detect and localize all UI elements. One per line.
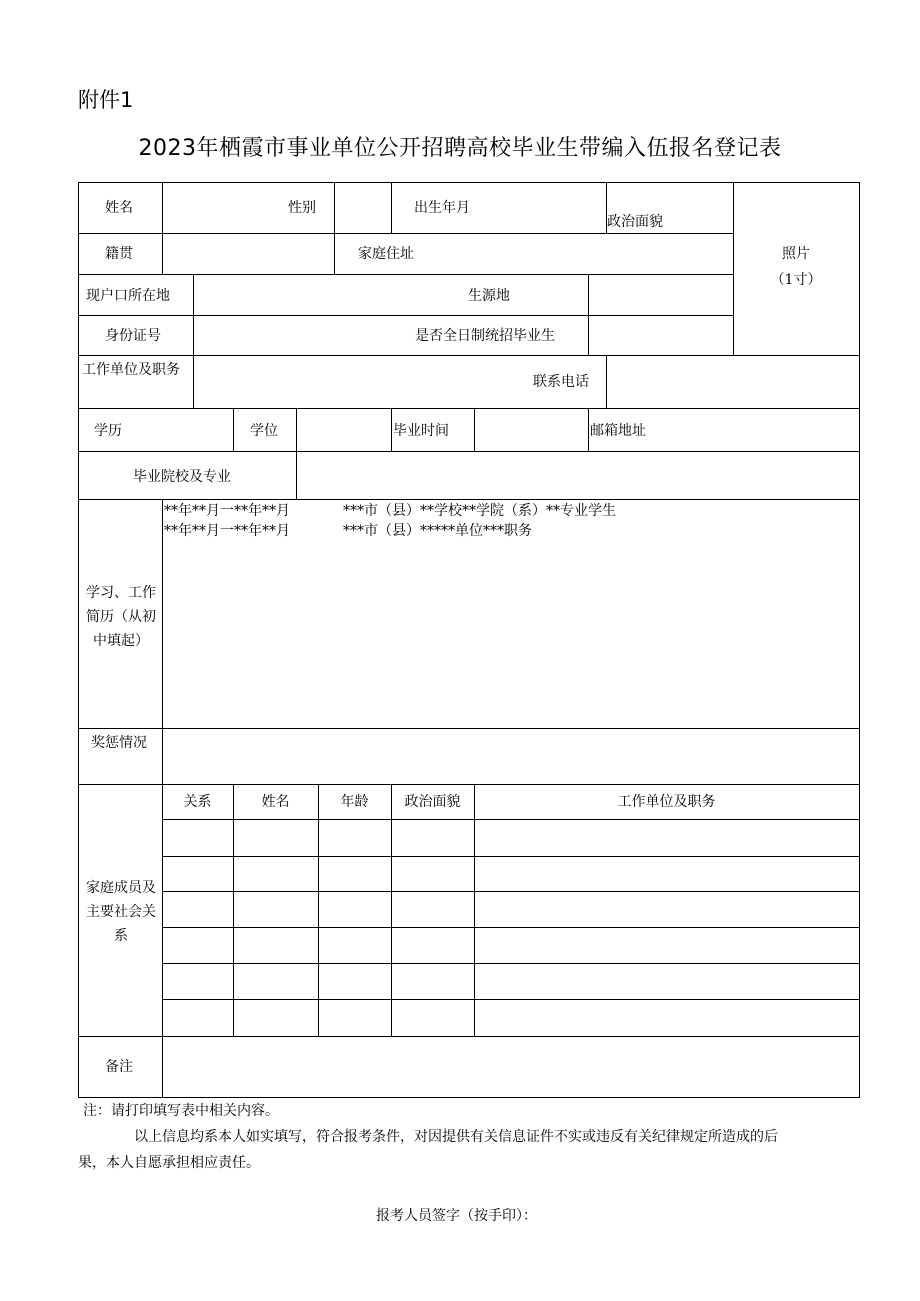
col-rule	[391, 784, 392, 1037]
col-rule	[733, 182, 734, 356]
col-rule	[162, 1036, 163, 1098]
email-label: 邮箱地址	[590, 423, 646, 439]
row-rule	[162, 856, 860, 857]
gender-label: 性别	[288, 200, 316, 216]
row-rule	[78, 728, 860, 729]
family-header-relation: 关系	[183, 794, 212, 810]
row-rule	[78, 408, 860, 409]
school-major-label: 毕业院校及专业	[133, 469, 231, 485]
form-title: 2023年栖霞市事业单位公开招聘高校毕业生带编入伍报名登记表	[138, 136, 782, 161]
grad-time-label: 毕业时间	[393, 423, 449, 439]
education-label: 学历	[94, 423, 122, 439]
row-rule	[162, 819, 860, 820]
row-rule	[162, 891, 860, 892]
col-rule	[233, 408, 234, 452]
phone-label: 联系电话	[533, 374, 589, 390]
declaration-line-1: 以上信息均系本人如实填写，符合报考条件，对因提供有关信息证件不实或违反有关纪律规定所造成的后	[134, 1129, 778, 1145]
col-rule	[296, 408, 297, 452]
origin-label: 生源地	[468, 288, 510, 304]
row-rule	[78, 1036, 860, 1037]
row-rule	[162, 999, 860, 1000]
table-border-top	[78, 182, 860, 183]
family-header-name: 姓名	[261, 794, 290, 810]
col-rule	[474, 408, 475, 452]
col-rule	[588, 274, 589, 356]
resume-example-text: ***市（县）**学校**学院（系）**专业学生	[343, 503, 616, 519]
resume-label: 学习、工作简历（从初中填起）	[86, 585, 156, 649]
photo-size-label: （1寸）	[770, 272, 822, 288]
col-rule	[193, 355, 194, 409]
political-label: 政治面貌	[607, 214, 663, 230]
col-rule	[588, 408, 589, 452]
table-border-left	[78, 182, 79, 1098]
family-header-political: 政治面貌	[404, 794, 461, 810]
remarks-label: 备注	[105, 1059, 133, 1075]
row-rule	[78, 315, 733, 316]
family-header-age: 年龄	[340, 794, 369, 810]
row-rule	[78, 784, 860, 785]
resume-example-date: **年**月一**年**月	[164, 523, 290, 539]
family-header-work-unit: 工作单位及职务	[617, 794, 716, 810]
row-rule	[78, 499, 860, 500]
declaration-line-2: 果，本人自愿承担相应责任。	[78, 1155, 260, 1171]
resume-example-text: ***市（县）*****单位***职务	[343, 523, 532, 539]
row-rule	[78, 451, 860, 452]
col-rule	[296, 451, 297, 500]
fulltime-label: 是否全日制统招毕业生	[415, 328, 555, 344]
work-unit-label: 工作单位及职务	[82, 362, 180, 378]
hukou-label: 现户口所在地	[86, 288, 170, 304]
birth-label: 出生年月	[414, 200, 470, 216]
signature-label: 报考人员签字（按手印）：	[376, 1208, 537, 1224]
col-rule	[318, 784, 319, 1037]
row-rule	[78, 233, 733, 234]
rewards-label: 奖惩情况	[91, 735, 147, 751]
family-label: 家庭成员及主要社会关系	[86, 880, 156, 944]
table-border-right	[859, 182, 860, 1098]
row-rule	[162, 927, 860, 928]
native-place-label: 籍贯	[105, 246, 133, 262]
col-rule	[391, 182, 392, 234]
name-label: 姓名	[105, 200, 133, 216]
col-rule	[233, 784, 234, 1037]
col-rule	[162, 182, 163, 275]
col-rule	[193, 274, 194, 356]
row-rule	[162, 963, 860, 964]
col-rule	[391, 408, 392, 452]
photo-label: 照片	[782, 246, 810, 262]
attachment-label: 附件1	[78, 88, 134, 112]
col-rule	[606, 355, 607, 409]
id-number-label: 身份证号	[105, 328, 161, 344]
degree-label: 学位	[250, 423, 278, 439]
col-rule	[162, 499, 163, 1037]
row-rule	[78, 355, 860, 356]
home-address-label: 家庭住址	[358, 246, 414, 262]
col-rule	[334, 182, 335, 275]
row-rule	[78, 274, 733, 275]
col-rule	[474, 784, 475, 1037]
resume-example-date: **年**月一**年**月	[164, 503, 290, 519]
footer-note: 注：请打印填写表中相关内容。	[83, 1103, 279, 1119]
